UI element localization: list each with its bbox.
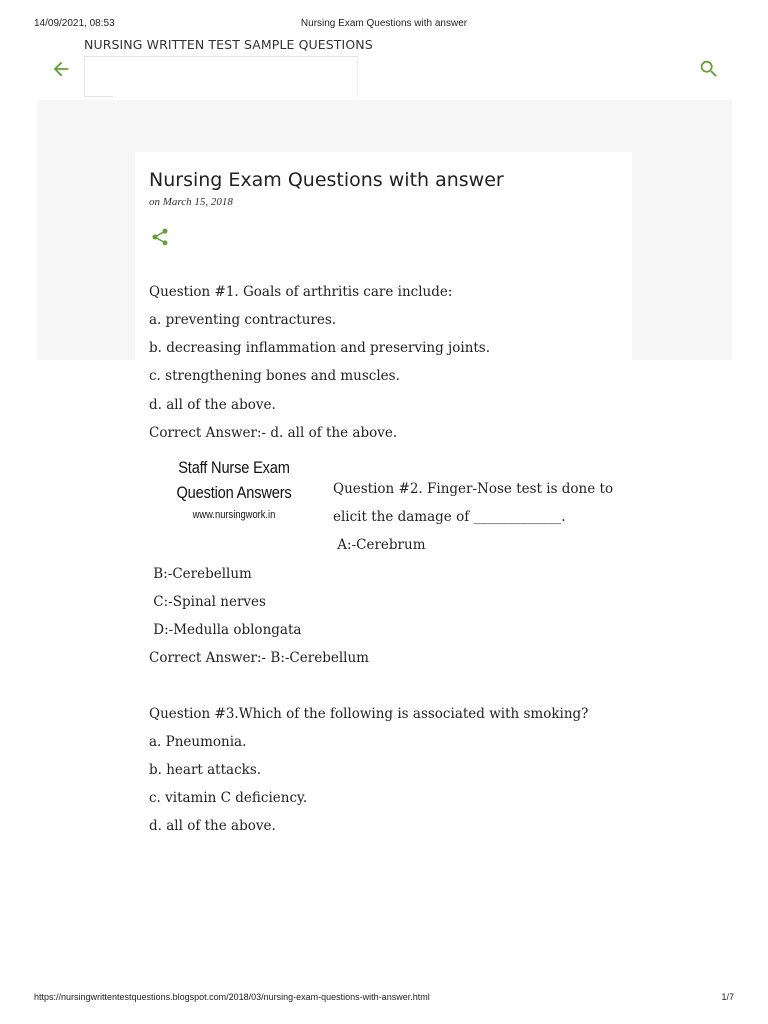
post-date[interactable]: on March 15, 2018 [149,196,233,208]
search-button[interactable] [698,58,720,80]
q2-option-d: D:-Medulla oblongata [149,622,302,638]
print-header [34,18,734,32]
question-2-line-2: elicit the damage of _____________. [333,509,566,525]
question-1: Question #1. Goals of arthritis care include: [149,284,453,300]
q3-option-c: c. vitamin C deficiency. [149,790,308,806]
print-document-title: Nursing Exam Questions with answer [300,18,468,29]
header-image-placeholder [84,56,358,97]
q1-option-a: a. preventing contractures. [149,312,337,328]
q1-correct-answer: Correct Answer:- d. all of the above. [149,425,398,441]
q2-option-b: B:-Cerebellum [149,566,252,582]
print-datetime: 14/09/2021, 08:53 [34,18,115,29]
promo-image-line-1: Staff Nurse Exam [178,458,290,477]
back-button[interactable] [50,58,72,80]
search-icon [698,58,720,80]
promo-image-line-3: www.nursingwork.in [192,509,276,521]
q2-option-c: C:-Spinal nerves [149,594,266,610]
print-footer [34,992,734,1006]
share-icon [150,227,170,247]
question-3: Question #3.Which of the following is associated with smoking? [149,706,589,722]
q1-option-b: b. decreasing inflammation and preserving joints. [149,340,491,356]
print-page-number: 1/7 [721,992,734,1002]
q2-correct-answer: Correct Answer:- B:-Cerebellum [149,650,369,666]
q2-option-a: A:-Cerebrum [333,537,426,553]
q3-option-b: b. heart attacks. [149,762,262,778]
post-title: Nursing Exam Questions with answer [149,169,504,191]
q3-option-a: a. Pneumonia. [149,734,247,750]
q1-option-c: c. strengthening bones and muscles. [149,368,400,384]
share-button[interactable] [150,227,170,247]
promo-image [150,455,318,535]
q1-option-d: d. all of the above. [149,397,276,413]
promo-image-line-2: Question Answers [176,483,292,502]
blog-name[interactable]: NURSING WRITTEN TEST SAMPLE QUESTIONS [84,37,373,52]
q3-option-d: d. all of the above. [149,818,276,834]
print-url: https://nursingwrittentestquestions.blogspot.com/2018/03/nursing-exam-questions-with-answer.html [34,992,430,1002]
question-2-line-1: Question #2. Finger-Nose test is done to [333,481,614,497]
arrow-back-icon [50,58,72,80]
